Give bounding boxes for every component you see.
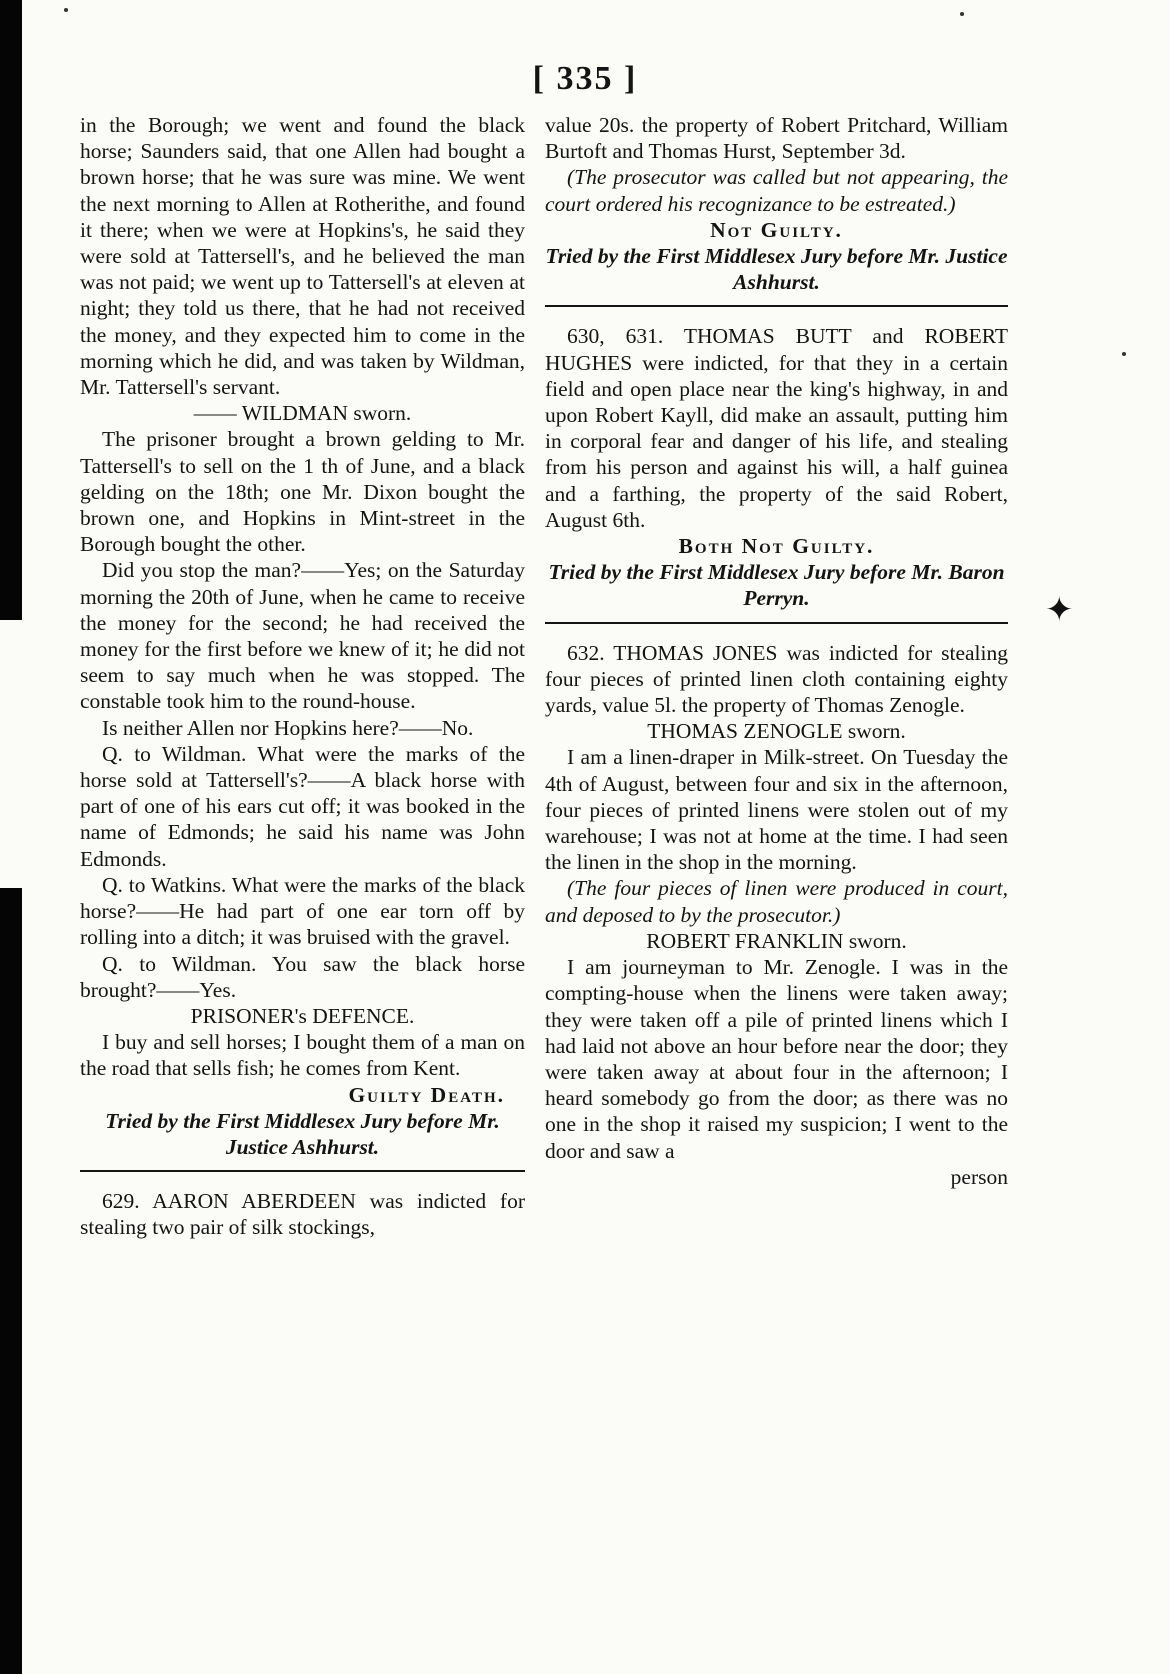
left-column [80,112,525,1241]
testimony-paragraph: Did you stop the man?——Yes; on the Saturday morning the 20th of June, when he came to receive the money for the second; he had received the money for the first before we knew of it; he did not seem to say much when he was stopped. The constable took him to the round-house. [80,558,525,714]
court-note: (The prosecutor was called but not appearing, the court ordered his recognizance to be estreated.) [545,165,1008,216]
right-column [545,112,1008,1190]
court-note: (The four pieces of linen were produced in court, and deposed to by the prosecutor.) [545,876,1008,927]
testimony-paragraph: I am a linen-draper in Milk-street. On Tuesday the 4th of August, between four and six in the afternoon, four pieces of printed linens were stolen out of my warehouse; I was not at home at the time. I had seen the linen in the shop in the morning. [545,745,1008,875]
verdict: Not Guilty. [710,217,843,242]
testimony-paragraph: in the Borough; we went and found the black horse; Saunders said, that one Allen had bought a brown horse; that he was sure was mine. We went the next morning to Allen at Rotherithe, and found it there; when we were at Hopkins's, he said they were sold at Tattersell's, and he believed the man was not paid; we went up to Tattersell's at eleven at night; they told us there, that he had not received the money, and they expected him to come in the morning which he did, and was taken by Wildman, Mr. Tattersell's servant. [80,113,525,400]
scan-speck [960,12,964,16]
case-entry: 629. AARON ABERDEEN was indicted for stealing two pair of silk stockings, [80,1189,525,1240]
testimony-paragraph: The prisoner brought a brown gelding to Mr. Tattersell's to sell on the 1 th of June, and a black gelding on the 18th; one Mr. Dixon bought the brown one, and Hopkins in Mint-street in the Borough bought the other. [80,427,525,557]
testimony-paragraph: I am journeyman to Mr. Zenogle. I was in the compting-house when the linens were taken away; they were taken off a pile of printed linens which I had laid not above an hour before near the door; they were taken away at about four in the afternoon; I heard somebody go from the door; as there was no one in the shop it raised my suspicion; I went to the door and saw a [545,955,1008,1163]
scan-edge-bottom [0,888,22,1674]
question-paragraph: Q. to Wildman. What were the marks of the horse sold at Tattersell's?——A black horse with part of one of his ears cut off; it was booked in the name of Edmonds; he said his name was John Edmonds. [80,741,525,871]
section-rule [80,1170,525,1172]
scan-speck [1122,352,1126,356]
scan-speck [64,8,68,12]
witness-heading: —— WILDMAN sworn. [193,401,412,426]
witness-heading: ROBERT FRANKLIN sworn. [646,928,907,953]
trial-note: Tried by the First Middlesex Jury before Mr. Justice Ashhurst. [545,244,1008,295]
ink-blot-icon: ✦ [1045,590,1074,630]
verdict: Both Not Guilty. [678,534,875,559]
question-paragraph: Q. to Wildman. You saw the black horse brought?——Yes. [80,951,525,1002]
case-entry: 630, 631. THOMAS BUTT and ROBERT HUGHES were indicted, for that they in a certain field and open place near the king's highway, in and upon Robert Kayll, did make an assault, putting him in corporal fear and danger of his life, and stealing from his person and against his will, a half guinea and a farthing, the property of the said Robert, August 6th. [545,324,1008,532]
case-entry: 632. THOMAS JONES was indicted for stealing four pieces of printed linen cloth containing eighty yards, value 5l. the property of Thomas Zenogle. [545,640,1008,718]
verdict: Guilty Death. [348,1082,505,1107]
question-paragraph: Q. to Watkins. What were the marks of the black horse?——He had part of one ear torn off by rolling into a ditch; it was bruised with the gravel. [80,872,525,950]
defence-paragraph: I buy and sell horses; I bought them of a man on the road that sells fish; he comes from Kent. [80,1030,525,1081]
trial-note: Tried by the First Middlesex Jury before Mr. Justice Ashhurst. [105,1108,500,1159]
defence-heading: PRISONER's DEFENCE. [190,1003,415,1028]
case-continuation: value 20s. the property of Robert Pritchard, William Burtoft and Thomas Hurst, September 3d. [545,113,1008,164]
catchword: person [950,1164,1008,1189]
section-rule [545,305,1008,307]
trial-note: Tried by the First Middlesex Jury before Mr. Baron Perryn. [548,560,1005,611]
witness-heading: THOMAS ZENOGLE sworn. [647,719,906,744]
testimony-paragraph: Is neither Allen nor Hopkins here?——No. [102,715,474,740]
page-number: [ 335 ] [532,60,638,97]
section-rule [545,622,1008,624]
